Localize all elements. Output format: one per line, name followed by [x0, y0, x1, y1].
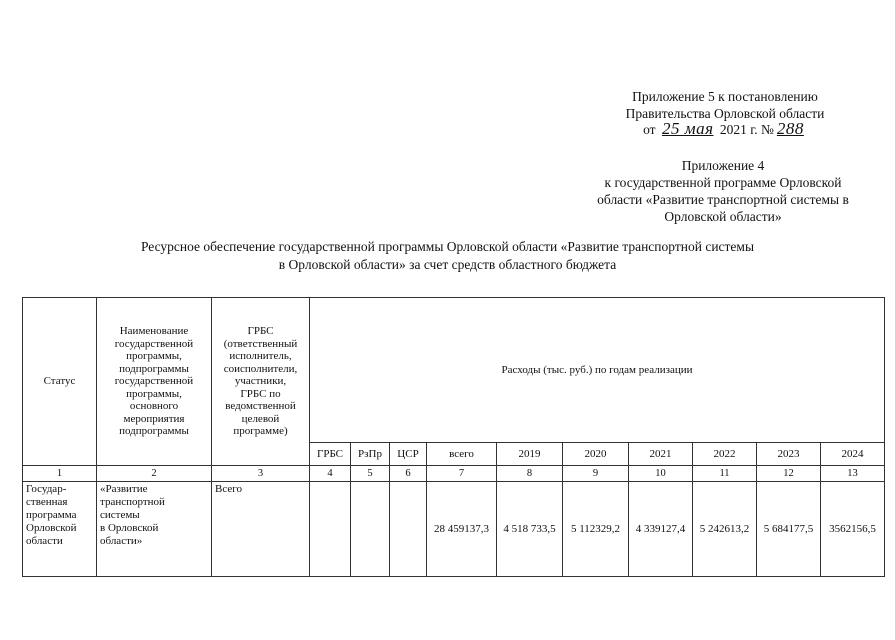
header-name-line: Наименование: [119, 325, 189, 338]
cell-name: [97, 482, 212, 577]
header-name-line: мероприятия: [123, 412, 185, 425]
name-line: в Орловской: [100, 522, 159, 534]
column-number: 10: [629, 466, 693, 482]
status-line: программа: [26, 509, 77, 521]
annex5-line1: Приложение 5 к постановлению: [632, 89, 818, 104]
document-title: [60, 238, 835, 274]
annex4-line2: к государственной программе Орловской: [604, 175, 842, 190]
column-number: 5: [351, 466, 390, 482]
title-line2: в Орловской области» за счет средств областного бюджета: [278, 257, 617, 272]
subheader-2019: 2019: [497, 443, 563, 466]
subheader-total: всего: [427, 443, 497, 466]
subheader-2023: 2023: [757, 443, 821, 466]
column-number: 4: [310, 466, 351, 482]
header-grbs: [212, 298, 310, 466]
subheader-2020: 2020: [563, 443, 629, 466]
column-number: 9: [563, 466, 629, 482]
subheader-2022: 2022: [693, 443, 757, 466]
annex5-date-line: [580, 119, 870, 139]
header-grbs-line: (ответственный: [223, 337, 298, 350]
annex4-line4: Орловской области»: [664, 209, 782, 224]
table-row: [23, 482, 885, 577]
header-name-line: государственной: [114, 375, 194, 388]
header-name-line: программы,: [126, 387, 182, 400]
cell-2020: 5 112329,2: [563, 482, 629, 577]
title-line1: Ресурсное обеспечение государственной программы Орловской области «Развитие транспортной системы: [140, 239, 755, 254]
cell-csr: [390, 482, 427, 577]
annex5-year: 2021 г. №: [719, 122, 774, 137]
annex5-header: [580, 89, 870, 139]
header-grbs-line: ГРБС по: [240, 387, 281, 400]
header-name-line: подпрограммы: [119, 362, 189, 375]
annex4-line3: области «Развитие транспортной системы в: [597, 192, 849, 207]
header-grbs-line: участники,: [234, 375, 287, 388]
handwritten-date: 25 мая: [661, 119, 714, 138]
annex4-line1: Приложение 4: [681, 158, 765, 173]
status-line: ственная: [26, 496, 68, 508]
header-name-line: программы,: [126, 350, 182, 363]
column-number: 6: [390, 466, 427, 482]
column-number: 1: [23, 466, 97, 482]
subheader-2021: 2021: [629, 443, 693, 466]
cell-rzpr: [351, 482, 390, 577]
name-line: транспортной: [100, 496, 165, 508]
column-number: 2: [97, 466, 212, 482]
header-grbs-line: ГРБС: [247, 325, 274, 338]
cell-2021: 4 339127,4: [629, 482, 693, 577]
status-line: области: [26, 535, 63, 547]
budget-table: [22, 297, 885, 577]
handwritten-number: 288: [776, 119, 804, 138]
cell-2019: 4 518 733,5: [497, 482, 563, 577]
header-grbs-line: соисполнители,: [223, 362, 298, 375]
annex5-line2: Правительства Орловской области: [625, 105, 825, 121]
name-line: системы: [100, 509, 140, 521]
header-expenses: Расходы (тыс. руб.) по годам реализации: [310, 298, 885, 443]
status-line: Государ-: [26, 483, 67, 495]
column-number: 13: [821, 466, 885, 482]
column-number: 11: [693, 466, 757, 482]
cell-grbs: Всего: [212, 482, 310, 577]
column-number: 8: [497, 466, 563, 482]
cell-status: [23, 482, 97, 577]
header-grbs-line: ведомственной: [225, 400, 296, 413]
status-line: Орловской: [26, 522, 77, 534]
subheader-csr: ЦСР: [390, 443, 427, 466]
header-name-line: основного: [129, 400, 179, 413]
subheader-rzpr: РзПр: [351, 443, 390, 466]
header-grbs-line: программе): [233, 425, 288, 438]
name-line: «Развитие: [100, 483, 148, 495]
column-number: 7: [427, 466, 497, 482]
cell-2022: 5 242613,2: [693, 482, 757, 577]
column-number: 3: [212, 466, 310, 482]
subheader-2024: 2024: [821, 443, 885, 466]
cell-2023: 5 684177,5: [757, 482, 821, 577]
header-grbs-line: исполнитель,: [229, 350, 292, 363]
header-name-line: подпрограммы: [119, 425, 189, 438]
annex4-header: [573, 157, 873, 225]
header-grbs-line: целевой: [241, 412, 280, 425]
header-status: Статус: [23, 298, 97, 466]
column-number: 12: [757, 466, 821, 482]
cell-total: 28 459137,3: [427, 482, 497, 577]
cell-grbs-code: [310, 482, 351, 577]
subheader-grbs: ГРБС: [310, 443, 351, 466]
annex5-prefix: от: [643, 122, 656, 137]
name-line: области»: [100, 535, 143, 547]
header-name: [97, 298, 212, 466]
cell-2024: 3562156,5: [821, 482, 885, 577]
header-name-line: государственной: [114, 337, 194, 350]
